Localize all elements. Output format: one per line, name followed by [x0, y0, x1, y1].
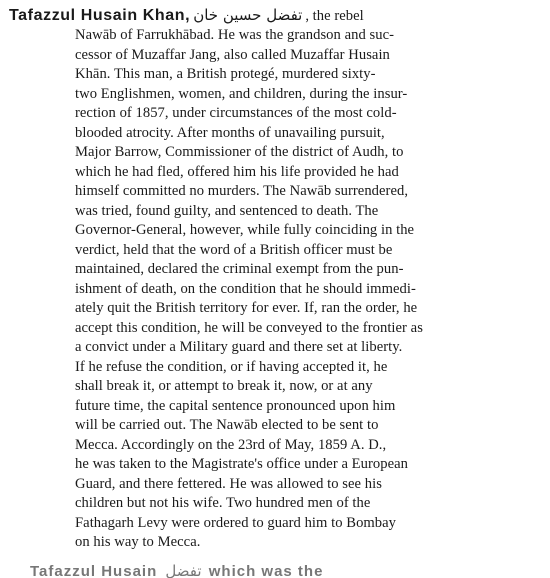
entry-body-line: Governor-General, however, while fully coinciding in the [75, 222, 415, 239]
entry-body-line: on his way to Mecca. [75, 534, 201, 551]
entry-body-line: Fathagarh Levy were ordered to guard him to Bombay [75, 514, 397, 531]
entry-body-line: two Englishmen, women, and children, during the insur- [75, 85, 408, 102]
next-entry-fragment [30, 562, 323, 578]
entry-headword: Tafazzul Husain Khan, [9, 7, 191, 24]
entry-body-line: future time, the capital sentence pronounced upon him [75, 397, 396, 414]
entry-body-line: Guard, and there fettered. He was allowed to see his [75, 475, 382, 492]
entry-body-line: was tried, found guilty, and sentenced to death. The [75, 202, 379, 219]
next-entry-arabic: تفضل [165, 562, 202, 578]
entry-body-line: will be carried out. The Nawāb elected to be sent to [75, 417, 379, 434]
next-entry-headword: Tafazzul Husain [30, 563, 158, 578]
entry-body-line: Mecca. Accordingly on the 23rd of May, 1859 A. D., [75, 436, 387, 453]
entry-body-line: rection of 1857, under circumstances of the most cold- [75, 105, 397, 122]
entry-body-line: verdict, held that the word of a British officer must be [75, 241, 393, 258]
entry-body-line: cessor of Muzaffar Jang, also called Muzaffar Husain [75, 46, 390, 63]
entry-arabic-name: تفضل حسین خان [193, 6, 303, 24]
entry-body-line: Major Barrow, Commissioner of the district of Audh, to [75, 144, 404, 161]
entry-body-line: If he refuse the condition, or if having accepted it, he [75, 358, 388, 375]
entry-body-line: himself committed no murders. The Nawāb surrendered, [75, 183, 409, 200]
entry-body-line: ately quit the British territory for ever. If, ran the order, he [75, 300, 418, 317]
next-entry-tail: which was the [208, 563, 324, 578]
entry-body-line: a convict under a Military guard and there set at liberty. [75, 339, 403, 356]
entry-body-line: he was taken to the Magistrate's office under a European [75, 456, 408, 473]
entry-body-line: Khān. This man, a British protegé, murdered sixty- [75, 66, 376, 83]
entry-body-line: maintained, declared the criminal exempt from the pun- [75, 261, 404, 278]
entry-body-line: which he had fled, offered him his life provided he had [75, 163, 399, 180]
entry-body-line: children but not his wife. Two hundred men of the [75, 495, 371, 512]
entry-body-line: Nawāb of Farrukhābad. He was the grandson and suc- [75, 27, 395, 44]
entry-heading-line [9, 6, 364, 24]
entry-body-line: shall break it, or attempt to break it, now, or at any [75, 378, 373, 395]
entry-body-line: accept this condition, he will be conveyed to the frontier as [75, 319, 423, 336]
entry-heading-tail: , the rebel [305, 8, 364, 24]
entry-body-line: blooded atrocity. After months of unavailing pursuit, [75, 124, 385, 141]
entry-body-line: ishment of death, on the condition that he should immedi- [75, 280, 416, 297]
